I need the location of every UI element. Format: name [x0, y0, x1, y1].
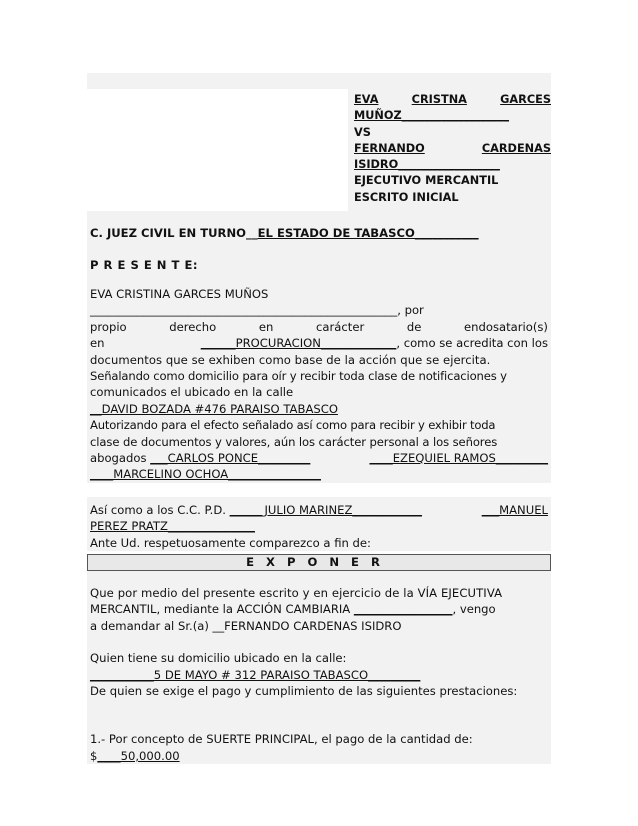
procuracion-line: en ______PROCURACION_____________, como se acredita con los: [90, 336, 548, 351]
defendant-name: FERNANDO CARDENAS: [354, 141, 551, 155]
amount-field: ____50,000.00: [97, 748, 180, 763]
cc-pd-line: Así como a los C.C. P.D. ______JULIO MARINEZ____________ ___MANUEL: [90, 502, 548, 517]
domicile-line: Señalando como domicilio para oír y recibir toda clase de notificaciones y: [90, 368, 507, 383]
body-section-2: [87, 497, 551, 551]
cambiaria-field: _________________: [353, 602, 453, 617]
document-type: ESCRITO INICIAL: [354, 190, 459, 204]
amount-line: $____50,000.00: [90, 748, 180, 763]
addressee-block: [87, 211, 551, 274]
lawyer-ezequiel-ramos: ____EZEQUIEL RAMOS_________: [369, 450, 548, 465]
addressee: C. JUEZ CIVIL EN TURNO__EL ESTADO DE TABASCO___________: [90, 226, 479, 241]
executive-way-line: Que por medio del presente escrito y en ejercicio de la VÍA EJECUTIVA: [90, 585, 503, 600]
body-section-1: [87, 274, 551, 483]
plaintiff-name-line2: MUÑOZ___________________: [354, 109, 509, 123]
case-type: EJECUTIVO MERCANTIL: [354, 174, 499, 188]
defendant-domicile-line: Quien tiene su domicilio ubicado en la calle:: [90, 651, 347, 666]
lawyer-marcelino-ochoa: ____MARCELINO OCHOA________________: [90, 467, 321, 482]
lawyers-line: abogados ___CARLOS PONCE_________ ____EZEQUIEL RAMOS_________: [90, 450, 548, 465]
underscore-line: _____________________________________________________, por: [90, 303, 424, 318]
lawyer-carlos-ponce: ___CARLOS PONCE_________: [150, 450, 311, 465]
case-caption: [348, 89, 551, 211]
julio-marinez-field: ______JULIO MARINEZ____________: [229, 502, 422, 517]
appearance-line: Ante Ud. respetuosamente comparezco a fin de:: [90, 535, 371, 550]
obligations-line: De quien se exige el pago y cumplimiento de las siguientes prestaciones:: [90, 684, 518, 699]
exponer-heading: EXPONER: [87, 554, 551, 571]
plaintiff-name: EVA CRISTNA GARCES: [354, 93, 551, 106]
principal-line: 1.- Por concepto de SUERTE PRINCIPAL, el pago de la cantidad de:: [90, 732, 473, 747]
case-header: [87, 89, 551, 211]
versus-label: VS: [354, 125, 371, 139]
top-band: [87, 73, 551, 89]
defendant-address: ___________5 DE MAYO # 312 PARAISO TABASCO_________: [90, 667, 421, 682]
authorization-line: Autorizando para el efecto señalado así como para recibir y exhibir toda: [90, 418, 496, 433]
plaintiff-address: __DAVID BOZADA #476 PARAISO TABASCO: [90, 401, 338, 416]
perez-pratz-field: PEREZ PRATZ_______________: [90, 519, 255, 534]
documents-line: documentos que se exhiben como base de la acción que se ejercita.: [90, 352, 491, 367]
communications-line: comunicados el ubicado en la calle: [90, 385, 294, 400]
document-page: [87, 73, 551, 764]
presente-heading: P R E S E N T E:: [90, 258, 199, 273]
manuel-field: ___MANUEL: [481, 502, 548, 517]
defendant-name-line2: ISIDRO__________________: [354, 158, 500, 172]
body-section-3: [87, 571, 551, 764]
documents-values-line: clase de documentos y valores, aún los carácter personal a los señores: [90, 434, 498, 449]
procuracion-field: ______PROCURACION_____________: [200, 336, 397, 351]
cambiaria-line: MERCANTIL, mediante la ACCIÓN CAMBIARIA _________________, vengo: [90, 602, 496, 617]
plaintiff-full-name: EVA CRISTINA GARCES MUÑOS: [90, 286, 269, 301]
demand-line: a demandar al Sr.(a) __FERNANDO CARDENAS ISIDRO: [90, 618, 402, 633]
capacity-line: propio derecho en carácter de endosatario(s): [90, 319, 548, 334]
